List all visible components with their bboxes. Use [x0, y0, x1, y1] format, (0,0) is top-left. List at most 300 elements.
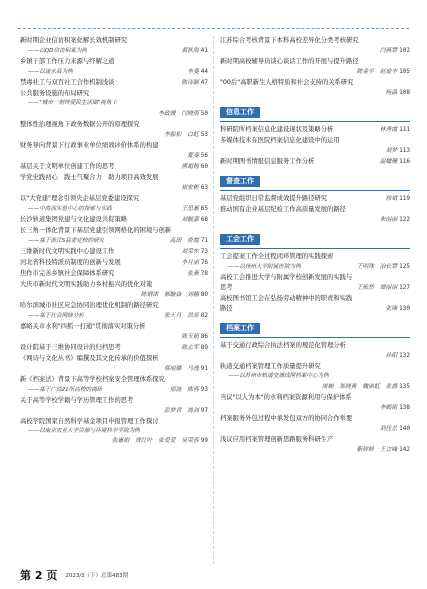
toc-entry[interactable]: [20, 385, 208, 395]
toc-entry[interactable]: [20, 57, 208, 66]
toc-row: [20, 109, 208, 119]
author-page-group: [386, 88, 410, 98]
author-page-group: [380, 403, 410, 413]
toc-row: [220, 424, 410, 434]
article-title: 设计院基于三维协同设计的归档思考: [20, 343, 121, 351]
section-title: 督查工作: [220, 176, 260, 187]
toc-row: [220, 194, 410, 204]
author-page-group: [357, 67, 410, 77]
toc-row: [220, 78, 410, 87]
toc-entry[interactable]: [220, 262, 410, 272]
page-number: 第 2 页: [20, 569, 58, 582]
toc-row: [220, 57, 410, 66]
toc-row: [220, 351, 410, 361]
section-title: 工会工作: [220, 234, 260, 245]
author-page-group: [181, 215, 208, 225]
article-title: 江苏综合考核背景下本科高校差异化分类考核研究: [220, 37, 359, 44]
toc-entry[interactable]: [20, 204, 208, 214]
toc-entry[interactable]: [220, 435, 410, 444]
article-title: 学党史践初心 践士气聚合力 助力项目高效发展: [20, 173, 159, 181]
toc-row: [220, 157, 410, 167]
toc-entry[interactable]: [220, 88, 410, 98]
author-page-group: [181, 46, 208, 56]
article-title: 大庆市新时代文明实践助力乡村振兴的优化对策: [20, 280, 153, 288]
toc-row: [220, 414, 410, 423]
toc-row: [20, 78, 208, 88]
toc-entry[interactable]: [20, 343, 208, 353]
article-author: 陈钢诺 郝毓焱 刘楠: [140, 291, 199, 298]
article-title: 新《档案法》背景下高等学校档案安全管理体系探究: [20, 375, 165, 383]
author-page-group: [386, 146, 410, 156]
article-subtitle: ——"城市一刻钟便民生活圈"视角下: [28, 100, 118, 106]
article-author: 李鹤铭: [379, 404, 398, 411]
article-title: 关于高等学校学籍与学历管理工作的思考: [20, 396, 134, 404]
toc-entry[interactable]: [220, 273, 410, 282]
author-page-group: [112, 436, 208, 446]
author-page-group: [386, 351, 410, 361]
toc-entry[interactable]: [220, 445, 410, 455]
toc-entry[interactable]: [220, 372, 410, 381]
author-page-group: [380, 215, 410, 225]
toc-entry[interactable]: [20, 183, 208, 193]
page-ref: 138: [399, 403, 410, 411]
toc-row: [20, 301, 208, 310]
toc-row: [220, 283, 410, 293]
section-title: 信息工作: [220, 107, 260, 118]
toc-row: [220, 215, 410, 225]
toc-entry[interactable]: [20, 436, 208, 446]
author-page-group: [386, 194, 410, 204]
toc-entry[interactable]: [20, 236, 208, 246]
toc-row: [20, 57, 208, 66]
article-author: 邢涟 陈蓉: [169, 386, 199, 393]
article-title: 工会提案工作全过程闭环管理的实践探索: [220, 253, 334, 260]
toc-entry[interactable]: [20, 290, 208, 300]
author-page-group: [141, 290, 208, 300]
author-page-group: [187, 151, 208, 161]
page-ref: 68: [200, 215, 208, 223]
page-ref: 122: [399, 216, 410, 223]
author-page-group: [181, 247, 208, 257]
article-author: 张天月 洪亮: [163, 312, 199, 319]
toc-row: [220, 341, 410, 350]
toc-entry[interactable]: [220, 424, 410, 434]
author-page-group: [181, 258, 208, 268]
page-ref: 142: [399, 445, 410, 453]
toc-entry[interactable]: [20, 78, 208, 88]
toc-entry[interactable]: [20, 89, 208, 98]
article-author: 闫燕慧: [379, 48, 398, 54]
article-subtitle: ——基于浙江S县委党校的研究: [28, 237, 105, 244]
author-page-group: [170, 236, 208, 246]
toc-row: [20, 332, 208, 342]
article-author: 张缘: [385, 306, 398, 312]
toc-entry[interactable]: [20, 109, 208, 119]
article-title: 高校学院国家自然科学基金项目申报管理工作探讨: [20, 417, 159, 425]
article-author: 彭梦君 周剑: [163, 407, 199, 414]
issue-info: 2023/3（下）总第483期: [65, 573, 129, 579]
author-page-group: [386, 304, 410, 314]
article-title: "00后"高职新生人格特质和社会支持的关系研究: [220, 79, 354, 86]
toc-entry[interactable]: [220, 57, 410, 66]
toc-entry[interactable]: [220, 125, 410, 135]
article-author: 林秀霞: [379, 127, 398, 133]
article-title: 推动国有企业基层纪检工作高质量发展的路径: [220, 206, 346, 213]
article-author: 陈诗颖: [181, 80, 199, 86]
toc-entry[interactable]: [220, 362, 410, 371]
toc-entry[interactable]: [20, 99, 208, 108]
toc-row: [220, 205, 410, 214]
page-ref: 135: [399, 382, 410, 390]
article-author: 崔宏彬: [181, 184, 199, 191]
page-ref: 130: [399, 305, 410, 312]
toc-row: [20, 226, 208, 235]
toc-row: [20, 173, 208, 182]
toc-row: [220, 445, 410, 455]
toc-row: [20, 183, 208, 193]
toc-entry[interactable]: [220, 403, 410, 413]
toc-row: [20, 236, 208, 246]
page-ref: 47: [200, 79, 208, 86]
toc-entry[interactable]: [20, 354, 208, 363]
toc-entry[interactable]: [20, 322, 208, 331]
toc-entry[interactable]: [20, 120, 208, 129]
page-ref: 97: [200, 406, 208, 414]
toc-entry[interactable]: [220, 194, 410, 204]
top-rule: [18, 28, 409, 29]
page-ref: 91: [200, 364, 208, 372]
toc-entry[interactable]: [20, 364, 208, 374]
toc-row: [220, 273, 410, 282]
toc-entry[interactable]: [20, 258, 208, 268]
article-title: 新时期企业信访积案化解长效机制研究: [20, 37, 128, 44]
section-header: [220, 99, 410, 122]
article-author: 刘荣东: [181, 248, 199, 255]
toc-entry[interactable]: [220, 36, 410, 45]
toc-row: [20, 436, 208, 446]
toc-row: [20, 67, 208, 77]
toc-row: [220, 262, 410, 272]
article-title: 路径: [220, 305, 233, 312]
toc-entry[interactable]: [20, 173, 208, 182]
author-page-group: [380, 424, 410, 434]
article-author: 朱丽丽: [379, 217, 398, 223]
author-page-group: [164, 130, 208, 140]
article-author: 徐斌: [385, 196, 398, 202]
page-ref: 119: [399, 195, 410, 202]
page-ref: 127: [399, 284, 410, 291]
toc-entry[interactable]: [20, 151, 208, 161]
toc-row: [20, 311, 208, 321]
toc-entry[interactable]: [20, 162, 208, 172]
toc-row: [20, 269, 208, 279]
page-ref: 50: [200, 109, 208, 117]
article-title: 哈尔滨城市社区应急协同治理优化机制的路径研究: [20, 301, 159, 309]
toc-row: [20, 354, 208, 363]
article-author: 陈志军: [181, 344, 199, 351]
toc-row: [20, 162, 208, 172]
toc-entry[interactable]: [20, 332, 208, 342]
article-title: 科研院所档案信息化建设现状及策略分析: [220, 126, 334, 133]
toc-entry[interactable]: [20, 226, 208, 235]
toc-entry[interactable]: [20, 194, 208, 203]
article-author: 杨晶: [385, 90, 398, 96]
toc-entry[interactable]: [20, 141, 208, 150]
page-ref: 111: [399, 126, 410, 133]
toc-row: [20, 141, 208, 150]
toc-row: [20, 280, 208, 289]
author-page-group: [380, 125, 410, 135]
article-author: 熊超梅: [181, 163, 199, 170]
article-title: 浅议应用档案管理创新思路服务科研生产: [220, 435, 334, 443]
article-author: 靳婷婷 王立峰: [356, 446, 398, 453]
toc-row: [220, 372, 410, 381]
page-ref: 65: [200, 204, 208, 212]
toc-left-column: [20, 36, 208, 447]
toc-entry[interactable]: [20, 406, 208, 416]
article-title: 当议"以人为本"的水利档案资源利用与保护体系: [220, 393, 352, 401]
author-page-group: [380, 157, 410, 167]
toc-entry[interactable]: [220, 215, 410, 225]
toc-entry[interactable]: [220, 283, 410, 293]
article-title: 高校图书馆工会在弘扬劳动精神中的职责和实践: [220, 295, 353, 302]
toc-row: [220, 88, 410, 98]
article-author: 李政媛 闫晓雨: [158, 110, 199, 117]
article-subtitle: ——以扬州大学附属医院为例: [228, 264, 301, 270]
toc-entry[interactable]: [20, 215, 208, 225]
toc-row: [220, 304, 410, 314]
toc-entry[interactable]: [20, 280, 208, 289]
page-ref: 41: [200, 47, 208, 54]
article-author: 王思惠: [181, 205, 199, 212]
toc-row: [20, 99, 208, 108]
article-author: 周婉 邹晓爽 魏丽虹 张盛: [321, 383, 398, 390]
toc-row: [20, 417, 208, 426]
article-title: 轨道交通档案管理工作质量提升研究: [220, 363, 321, 370]
author-page-group: [181, 343, 208, 353]
section-header: [220, 168, 410, 191]
article-author: 蔡丽娜 马逸: [163, 365, 199, 372]
toc-row: [220, 382, 410, 392]
toc-entry[interactable]: [20, 46, 208, 56]
page-ref: 82: [200, 311, 208, 319]
section-header: [220, 315, 410, 338]
article-author: 黄秋海: [181, 48, 199, 54]
toc-row: [220, 393, 410, 402]
page-ref: 113: [399, 147, 410, 154]
page-ref: 44: [200, 68, 208, 75]
toc-entry[interactable]: [220, 351, 410, 361]
toc-entry[interactable]: [220, 382, 410, 392]
article-title: 乡镇干部工作压力来源与纾解之道: [20, 58, 115, 65]
toc-entry[interactable]: [220, 341, 410, 350]
article-title: 档案服务外包过程中承发包双方的协同合作举要: [220, 414, 353, 422]
page-ref: 86: [200, 332, 208, 340]
toc-entry[interactable]: [20, 417, 208, 426]
article-title: 新时期图书情报信息服务工作分析: [220, 158, 315, 165]
article-subtitle: ——以迷水县为例: [28, 69, 73, 75]
article-author: 温耀珊: [379, 159, 398, 165]
toc-row: [220, 136, 410, 145]
article-subtitle: ——基于广西21所高校的调研: [28, 386, 103, 393]
article-author: 王明珠 冶长慧: [356, 264, 398, 270]
page-ref: 80: [200, 290, 208, 298]
author-page-group: [181, 78, 208, 88]
page-ref: 56: [200, 151, 208, 159]
article-title: 财务导向背景下行政事业单位绩效评价体系的构建: [20, 141, 159, 149]
article-author: 刘梦: [385, 148, 398, 154]
article-title: 思考: [220, 284, 233, 291]
page-ref: 125: [399, 263, 410, 270]
page-ref: 116: [399, 158, 410, 165]
toc-row: [20, 194, 208, 203]
page-footer: [20, 567, 128, 583]
toc-row: [220, 36, 410, 45]
toc-row: [20, 89, 208, 98]
toc-row: [220, 294, 410, 303]
toc-entry[interactable]: [220, 78, 410, 87]
toc-entry[interactable]: [20, 311, 208, 321]
toc-entry[interactable]: [20, 269, 208, 279]
author-page-group: [158, 109, 208, 119]
article-title: 长沙轨道集团党建与文化建设共促策略: [20, 215, 128, 223]
article-title: 长三角一体化背景下基层党建引领网格化的困境与创新: [20, 226, 172, 234]
article-author: 陈玉娟: [181, 333, 199, 340]
article-title: 新时期高校辅导员谈心谈话工作的开展与提升路径: [220, 58, 359, 65]
toc-row: [20, 385, 208, 395]
author-page-group: [357, 262, 410, 272]
article-title: 《网诗与文化丛书》编撰及其文化传承的价值探析: [20, 354, 159, 362]
toc-row: [20, 290, 208, 300]
toc-right-column: [220, 36, 410, 456]
toc-entry[interactable]: [220, 205, 410, 214]
article-subtitle: ——以南京农业大学资源与环境科学学院为例: [28, 427, 140, 434]
article-title: 基层党组织日常监督成效提升路径研究: [220, 195, 328, 202]
toc-row: [20, 46, 208, 56]
page-ref: 140: [399, 424, 410, 432]
author-page-group: [380, 46, 410, 56]
article-title: 禁毒社工与双百社工合作机制浅谈: [20, 79, 115, 86]
article-title: 焦作市完善乡镇社会保障体系研究: [20, 269, 115, 277]
toc-row: [20, 343, 208, 353]
page-ref: 93: [200, 385, 208, 393]
toc-entry[interactable]: [220, 157, 410, 167]
toc-row: [20, 215, 208, 225]
article-title: 公共服务设施的布局研究: [20, 90, 90, 97]
article-author: 张惠娟 贾红叶 张爱爱 吴荣蓉: [111, 438, 199, 444]
toc-row: [20, 36, 208, 45]
author-page-group: [181, 204, 208, 214]
page-ref: 53: [200, 130, 208, 138]
toc-entry[interactable]: [220, 252, 410, 261]
author-page-group: [357, 283, 410, 293]
article-subtitle: ——中海油实验中心的探索与实践: [28, 205, 112, 212]
article-author: 李月丽: [181, 259, 199, 266]
toc-entry[interactable]: [20, 396, 208, 405]
toc-entry[interactable]: [20, 427, 208, 436]
toc-entry[interactable]: [220, 304, 410, 314]
toc-row: [220, 125, 410, 135]
page-ref: 132: [399, 352, 410, 359]
toc-row: [20, 204, 208, 214]
toc-row: [220, 403, 410, 413]
toc-entry[interactable]: [220, 414, 410, 423]
toc-entry[interactable]: [220, 393, 410, 402]
author-page-group: [164, 406, 208, 416]
section-header: [220, 226, 410, 249]
article-author: 夏斐: [187, 152, 199, 159]
article-title: 整体性治理视角下政务数据公开的原理探究: [20, 120, 140, 128]
section-title: 档案工作: [220, 323, 260, 334]
toc-row: [220, 46, 410, 56]
article-author: 李斐: [187, 69, 199, 75]
toc-row: [20, 247, 208, 257]
toc-row: [20, 406, 208, 416]
toc-row: [20, 364, 208, 374]
article-title: 以"大党建"理念引领央企基层党委建设探究: [20, 194, 140, 202]
article-author: 张燕: [187, 270, 199, 277]
page-ref: 63: [200, 183, 208, 191]
article-author: 孙阳: [385, 353, 398, 359]
toc-entry[interactable]: [20, 375, 208, 384]
toc-entry[interactable]: [20, 301, 208, 310]
toc-row: [20, 375, 208, 384]
toc-row: [220, 146, 410, 156]
article-subtitle: ——以苏州市轨道交通线网档案中心为例: [228, 373, 329, 379]
article-subtitle: ——基于社会网络分析: [28, 312, 84, 319]
author-page-group: [187, 67, 208, 77]
article-title: 基于交通行政综合执法档案的规范化管理分析: [220, 342, 346, 349]
page-ref: 76: [200, 258, 208, 266]
toc-row: [220, 435, 410, 444]
author-page-group: [164, 364, 208, 374]
author-page-group: [322, 382, 410, 392]
article-author: 刘毓嘉: [181, 216, 199, 223]
column-divider: [213, 36, 214, 564]
article-author: 王烁然 谭丽丽: [356, 285, 398, 291]
toc-row: [20, 258, 208, 268]
toc-entry[interactable]: [220, 136, 410, 145]
toc-row: [220, 67, 410, 77]
toc-entry[interactable]: [20, 67, 208, 77]
toc-row: [20, 130, 208, 140]
toc-row: [20, 427, 208, 436]
toc-entry[interactable]: [220, 146, 410, 156]
toc-entry[interactable]: [20, 247, 208, 257]
toc-row: [20, 322, 208, 331]
article-author: 高田 唐霞: [169, 237, 199, 244]
article-subtitle: ——以QD信访积案为例: [28, 48, 88, 54]
toc-row: [20, 396, 208, 405]
author-page-group: [181, 162, 208, 172]
toc-entry[interactable]: [20, 36, 208, 45]
page-ref: 73: [200, 247, 208, 255]
author-page-group: [181, 332, 208, 342]
toc-entry[interactable]: [220, 67, 410, 77]
page-ref: 71: [200, 236, 208, 244]
page-ref: 105: [399, 68, 410, 75]
author-page-group: [164, 311, 208, 321]
article-title: 高校工会推进大学与附属学校创新发展的实践与: [220, 274, 353, 281]
page-ref: 78: [200, 269, 208, 277]
toc-entry[interactable]: [220, 294, 410, 303]
author-page-group: [357, 445, 410, 455]
page-ref: 99: [200, 437, 208, 444]
author-page-group: [170, 385, 208, 395]
toc-entry[interactable]: [220, 46, 410, 56]
toc-entry[interactable]: [20, 130, 208, 140]
article-author: 陈金平 赵迪丰: [356, 69, 398, 75]
